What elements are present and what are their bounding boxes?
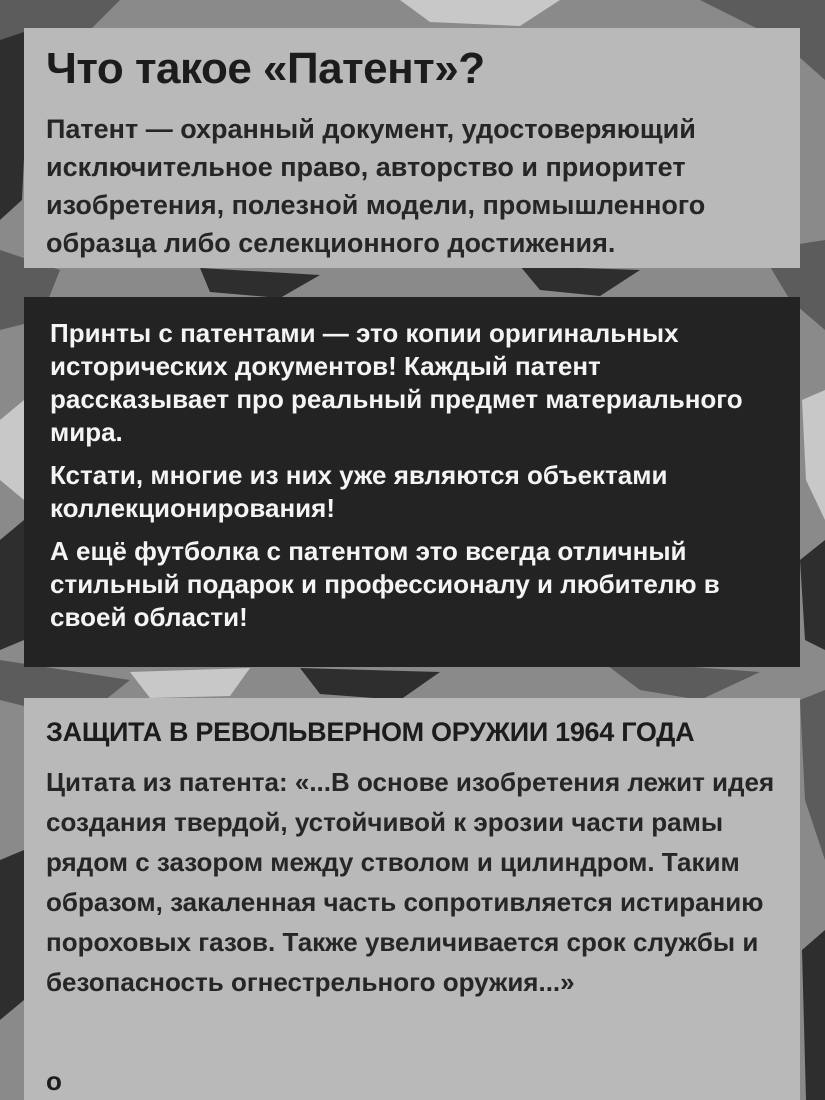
patent-quote-text: Цитата из патента: «...В основе изобретения лежит идея создания твердой, устойчивой к эрозии части рамы рядом с зазором между стволом и цилиндром. Таким образом, закаленная часть сопротивляется истиранию пороховых газов. Также увеличивается срок службы и безопасность огнестрельного оружия...» [46, 767, 775, 997]
cut-off-text: о [46, 1066, 62, 1096]
patent-definition-text: Патент — охранный документ, удостоверяющий исключительное право, авторство и приоритет изобретения, полезной модели, промышленного образца либо селекционного достижения. [46, 114, 706, 258]
prints-paragraph-1: Принты с патентами — это копии оригинальных исторических документов! Каждый патент рассказывает про реальный предмет материального мира. [50, 318, 743, 447]
prints-paragraph-3: А ещё футболка с патентом это всегда отличный стильный подарок и профессионалу и любителю в своей области! [50, 536, 720, 632]
patent-definition-card [24, 28, 800, 268]
page-title: Что такое «Патент»? [46, 44, 485, 93]
patent-quote-card [24, 698, 800, 1100]
prints-info-card [24, 297, 800, 667]
prints-paragraph-2: Кстати, многие из них уже являются объектами коллекционирования! [50, 460, 668, 523]
patent-heading: ЗАЩИТА В РЕВОЛЬВЕРНОМ ОРУЖИИ 1964 ГОДА [46, 717, 695, 747]
